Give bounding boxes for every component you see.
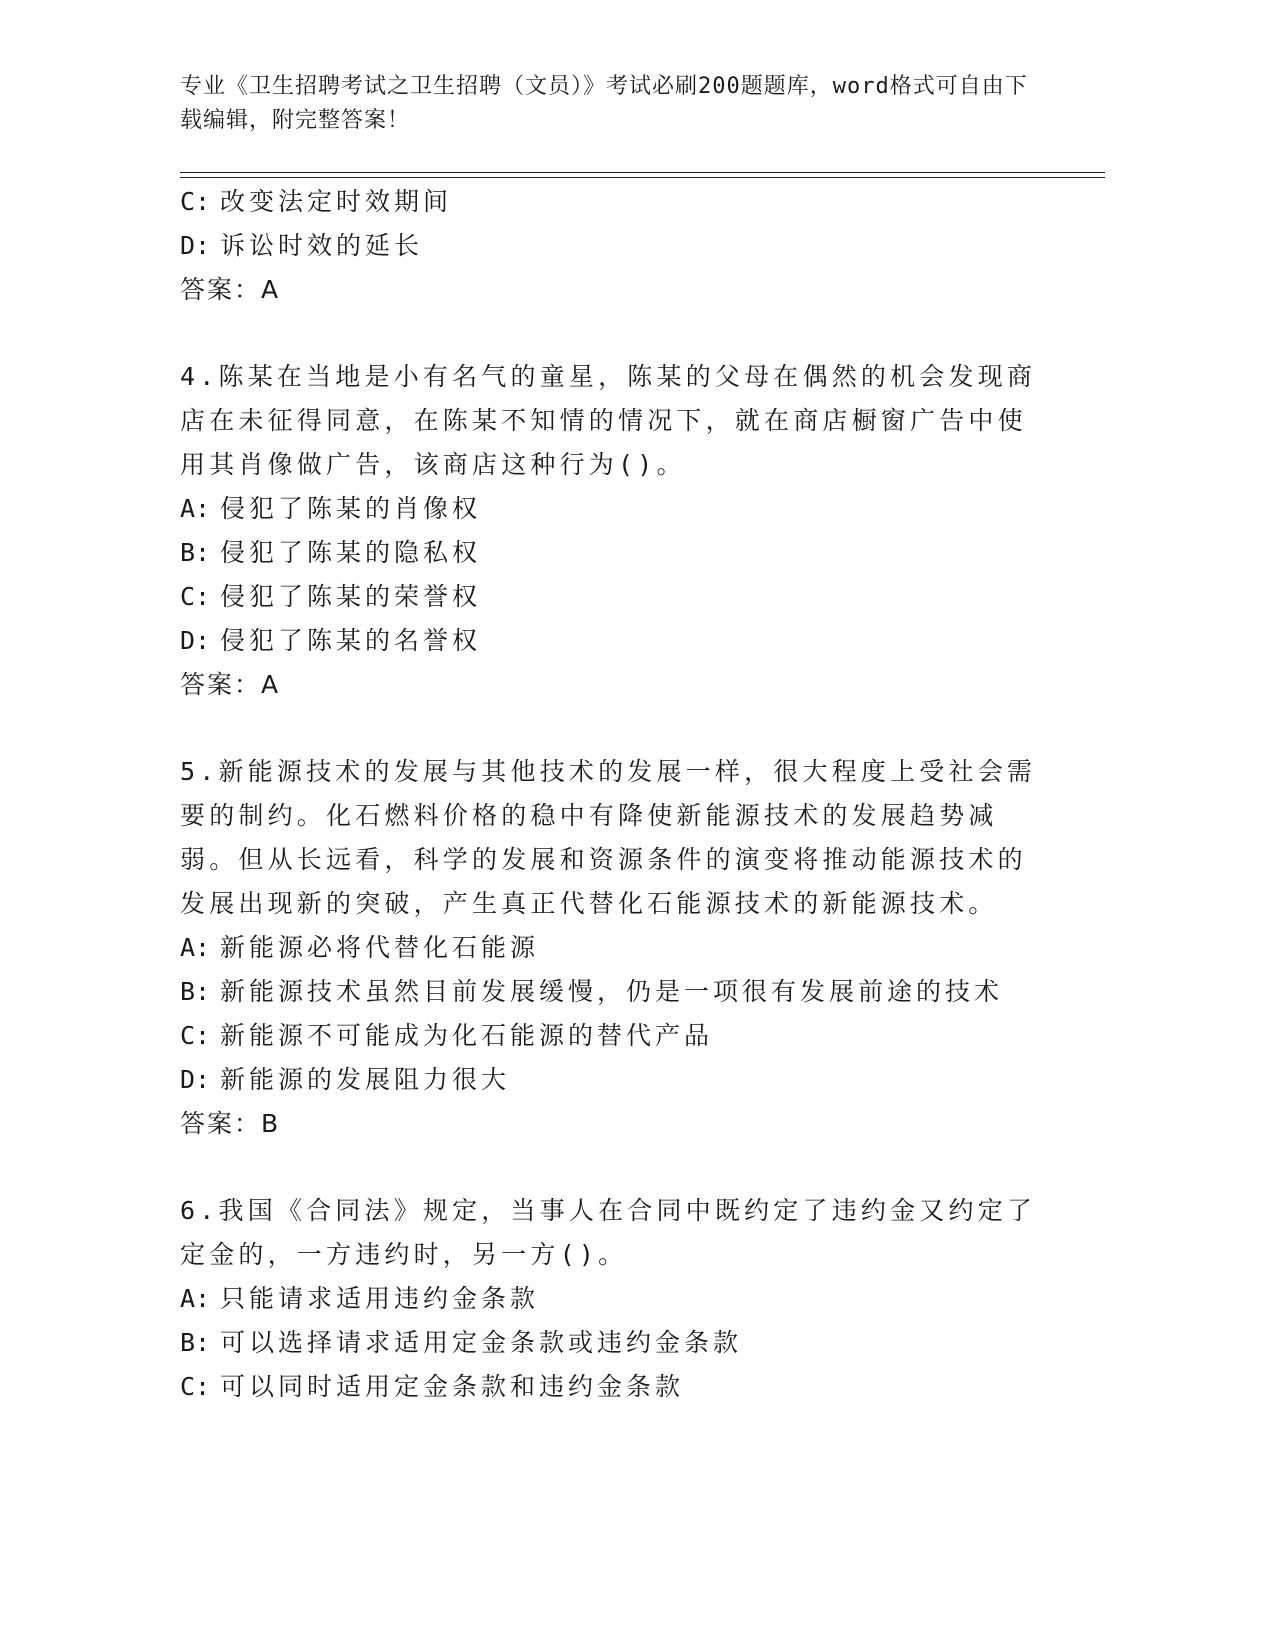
header-rule-top (180, 172, 1105, 173)
option-label: C: (180, 1372, 211, 1401)
question-6 (180, 1189, 1040, 1409)
question-5 (180, 750, 1040, 1146)
document-body (180, 180, 1040, 1409)
option-text: 侵犯了陈某的荣誉权 (220, 582, 482, 611)
question-stem: 5.新能源技术的发展与其他技术的发展一样，很大程度上受社会需要的制约。化石燃料价格的稳中有降使新能源技术的发展趋势减弱。但从长远看，科学的发展和资源条件的演变将推动能源技术的发展出现新的突破，产生真正代替化石能源技术的新能源技术。 (180, 757, 1037, 918)
question-stem: 4.陈某在当地是小有名气的童星，陈某的父母在偶然的机会发现商店在未征得同意，在陈某不知情的情况下，就在商店橱窗广告中使用其肖像做广告，该商店这种行为()。 (180, 362, 1037, 479)
option-c (180, 1014, 1040, 1058)
option-text: 改变法定时效期间 (220, 187, 453, 216)
option-text: 新能源必将代替化石能源 (220, 933, 540, 962)
option-label: A: (180, 494, 211, 523)
carryover-block (180, 180, 1040, 312)
option-b (180, 531, 1040, 575)
option-text: 可以选择请求适用定金条款或违约金条款 (220, 1328, 743, 1357)
option-text: 新能源的发展阻力很大 (220, 1065, 511, 1094)
option-label: B: (180, 977, 211, 1006)
option-label: B: (180, 1328, 211, 1357)
option-text: 新能源技术虽然目前发展缓慢，仍是一项很有发展前途的技术 (220, 977, 1004, 1006)
question-4 (180, 355, 1040, 707)
option-label: B: (180, 538, 211, 567)
option-label: D: (180, 626, 211, 655)
option-c (180, 1365, 1040, 1409)
page-header: 专业《卫生招聘考试之卫生招聘（文员）》考试必刷200题题库，word格式可自由下载编辑，附完整答案！ (180, 74, 1028, 133)
option-text: 侵犯了陈某的名誉权 (220, 626, 482, 655)
option-text: 侵犯了陈某的肖像权 (220, 494, 482, 523)
option-a (180, 487, 1040, 531)
option-text: 只能请求适用违约金条款 (220, 1284, 540, 1313)
option-c (180, 575, 1040, 619)
answer-line: 答案：A (180, 670, 281, 699)
question-stem: 6.我国《合同法》规定，当事人在合同中既约定了违约金又约定了定金的，一方违约时，另一方()。 (180, 1196, 1037, 1269)
option-a (180, 926, 1040, 970)
option-b (180, 1321, 1040, 1365)
option-label: A: (180, 933, 211, 962)
option-d (180, 1058, 1040, 1102)
answer-line: 答案：A (180, 275, 281, 304)
option-text: 诉讼时效的延长 (220, 231, 424, 260)
option-d (180, 224, 1040, 268)
option-label: A: (180, 1284, 211, 1313)
option-label: C: (180, 582, 211, 611)
option-label: D: (180, 1065, 211, 1094)
header-rule-bottom (180, 177, 1105, 178)
option-label: C: (180, 187, 211, 216)
option-a (180, 1277, 1040, 1321)
option-text: 侵犯了陈某的隐私权 (220, 538, 482, 567)
option-b (180, 970, 1040, 1014)
option-text: 新能源不可能成为化石能源的替代产品 (220, 1021, 714, 1050)
answer-line: 答案：B (180, 1109, 281, 1138)
option-text: 可以同时适用定金条款和违约金条款 (220, 1372, 685, 1401)
option-c (180, 180, 1040, 224)
option-label: C: (180, 1021, 211, 1050)
option-d (180, 619, 1040, 663)
option-label: D: (180, 231, 211, 260)
